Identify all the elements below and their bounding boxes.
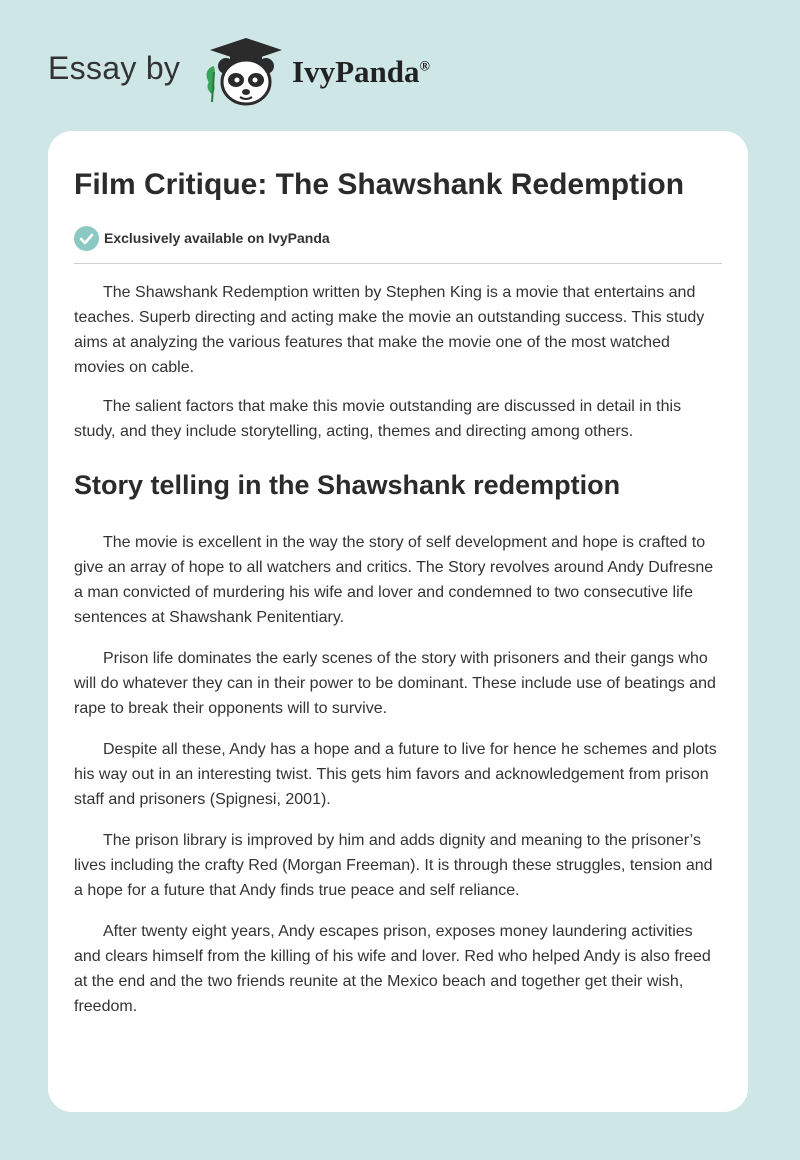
check-circle-icon [74,226,99,251]
body-paragraph: The movie is excellent in the way the story of self development and hope is crafted to give an array of hope to all watchers and critics. The Story revolves around Andy Dufresne a man convicted of murdering his wife and lover and condemned to two consecutive life sentences at Shawshank Penitentiary. [74,534,714,626]
exclusive-badge [74,225,722,251]
exclusive-label: Exclusively available on IvyPanda [104,230,330,246]
divider [74,263,722,264]
page-title: Film Critique: The Shawshank Redemption [74,168,685,201]
essay-card [48,131,748,1112]
section-heading: Story telling in the Shawshank redemption [74,470,621,500]
essay-by-label: Essay by [48,50,181,86]
body-paragraph: Despite all these, Andy has a hope and a future to live for hence he schemes and plots his way out in an interesting twist. This gets him favors and acknowledgement from prison staff and prisoners (Spignesi, 2001). [74,741,717,808]
body-paragraph: Prison life dominates the early scenes of the story with prisoners and their gangs who will do whatever they can in their power to be dominant. These include use of beatings and rape to break their opponents will to survive. [74,650,716,717]
intro-paragraph: The salient factors that make this movie outstanding are discussed in detail in this study, and they include storytelling, acting, themes and directing among others. [74,398,682,440]
site-header [48,36,748,108]
ivypanda-logo-text[interactable]: IvyPanda® [292,54,430,89]
intro-paragraph: The Shawshank Redemption written by Stephen King is a movie that entertains and teaches. Superb directing and acting make the movie an outstanding success. This study aims at analyzing the various features that make the movie one of the most watched movies on cable. [74,284,705,376]
body-paragraph: After twenty eight years, Andy escapes prison, exposes money laundering activities and clears himself from the killing of his wife and lover. Red who helped Andy is also freed at the end and the two friends reunite at the Mexico beach and together get their wish, freedom. [74,923,711,1015]
body-paragraph: The prison library is improved by him and adds dignity and meaning to the prisoner’s lives including the crafty Red (Morgan Freeman). It is through these struggles, tension and a hope for a future that Andy finds true peace and self reliance. [74,832,713,899]
panda-graduate-icon [200,36,290,108]
essay-content [74,165,722,1019]
